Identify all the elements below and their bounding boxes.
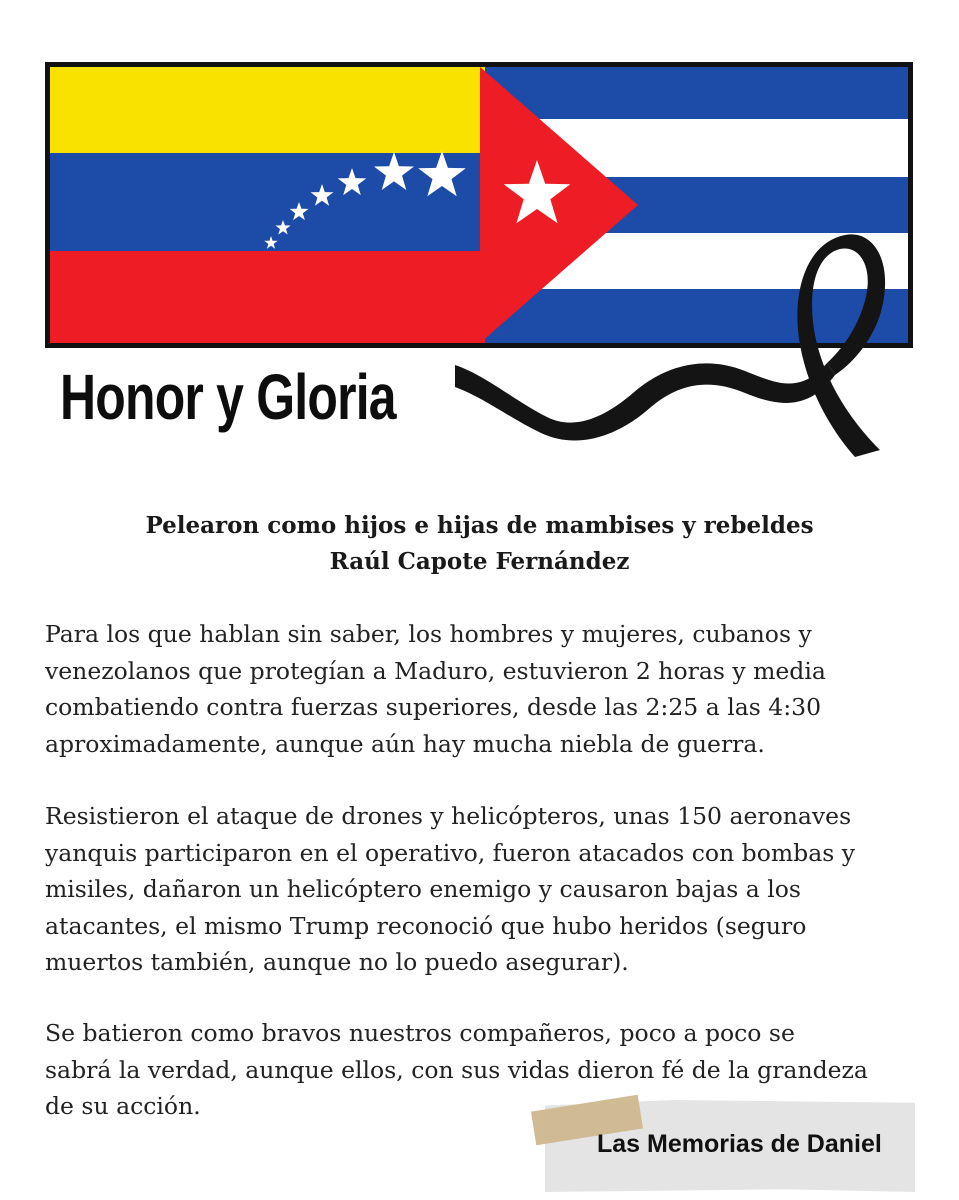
signature: Las Memorias de Daniel (597, 1130, 882, 1158)
paragraph-1 (45, 616, 925, 762)
article-title: Pelearon como hijos e hijas de mambises y rebeldes (145, 512, 814, 539)
paragraph-line: aproximadamente, aunque aún hay mucha niebla de guerra. (45, 729, 765, 758)
paragraph-line: atacantes, el mismo Trump reconoció que hubo heridos (seguro (45, 911, 807, 940)
paragraph-line: Se batieron como bravos nuestros compañeros, poco a poco se (45, 1019, 795, 1047)
paragraph-line: Para los que hablan sin saber, los hombres y mujeres, cubanos y (45, 620, 812, 648)
black-mourning-ribbon-icon (455, 225, 895, 465)
headline: Honor y Gloria (60, 361, 396, 433)
paragraph-line: misiles, dañaron un helicóptero enemigo y causaron bajas a los (45, 875, 801, 903)
paragraph-line: Resistieron el ataque de drones y helicópteros, unas 150 aeronaves (45, 802, 852, 830)
venezuela-blue-stripe (50, 153, 485, 251)
paragraph-line: sabrá la verdad, aunque ellos, con sus vidas dieron fé de la grandeza (45, 1055, 868, 1084)
paragraph-line: de su acción. (45, 1092, 201, 1120)
paragraph-line: yanquis participaron en el operativo, fueron atacados con bombas y (45, 838, 856, 867)
paragraph-2 (45, 798, 925, 981)
paragraph-line: muertos también, aunque no lo puedo asegurar). (45, 948, 629, 976)
paragraph-line: combatiendo contra fuerzas superiores, desde las 2:25 a las 4:30 (45, 693, 822, 721)
venezuela-yellow-stripe (50, 67, 485, 153)
paragraph-line: venezolanos que protegían a Maduro, estuvieron 2 horas y media (45, 656, 826, 685)
venezuela-red-stripe (50, 251, 485, 343)
article-author: Raúl Capote Fernández (329, 548, 630, 575)
article-header (0, 508, 959, 580)
